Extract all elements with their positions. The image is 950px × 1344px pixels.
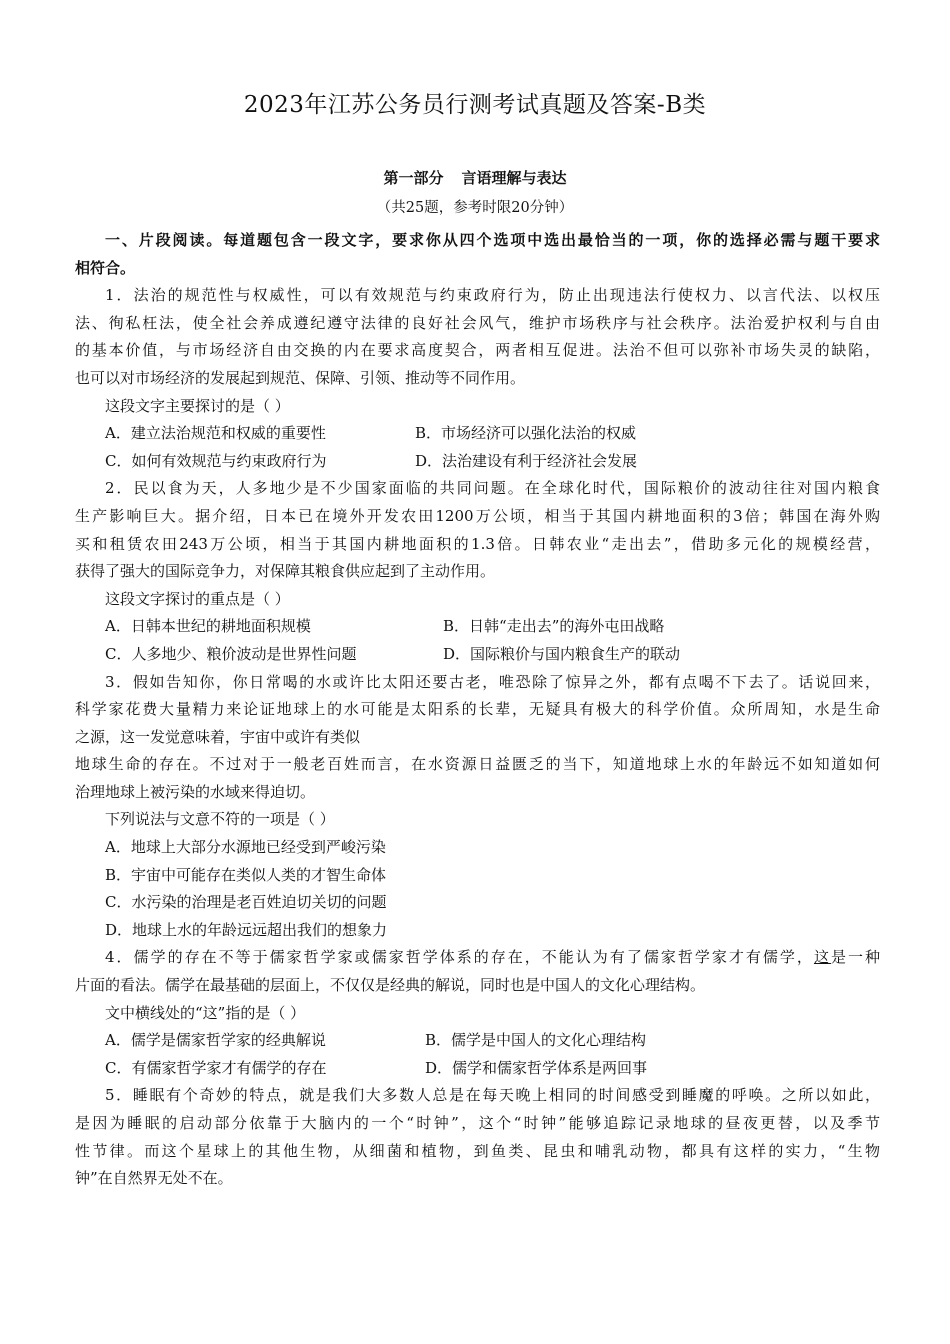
q1-stem: 这段文字主要探讨的是（ ） [105,396,290,415]
q3-paragraph-line: 之源，这一发觉意味着，宇宙中或许有类似 [75,727,361,746]
q4-option-b: B．儒学是中国人的文化心理结构 [425,1031,647,1050]
q5-paragraph-line: 性节律。而这个星球上的其他生物，从细菌和植物，到鱼类、昆虫和哺乳动物，都具有这样的实力，“生物 [75,1141,880,1160]
q2-option-a: A．日韩本世纪的耕地面积规模 [105,617,311,636]
q3-option-a: A．地球上大部分水源地已经受到严峻污染 [105,838,386,857]
q1-option-b: B．市场经济可以强化法治的权威 [415,424,637,443]
q2-options-row [75,613,880,641]
q2-options-row [75,641,880,669]
q5-paragraph-line: 5．睡眠有个奇妙的特点，就是我们大多数人总是在每天晚上相同的时间感受到睡魔的呼唤。之所以如此， [105,1086,880,1105]
q1-paragraph-line: 也可以对市场经济的发展起到规范、保障、引领、推动等不同作用。 [75,368,526,387]
section-name: 言语理解与表达 [461,169,567,187]
q2-option-b: B．日韩“走出去”的海外屯田战略 [443,617,665,636]
q4-text-part: 是一种 [830,948,880,967]
q4-text-part: 4．儒学的存在不等于儒家哲学家或儒家哲学体系的存在，不能认为有了儒家哲学家才有儒学， [105,948,814,967]
q2-paragraph-line: 获得了强大的国际竞争力，对保障其粮食供应起到了主动作用。 [75,562,496,581]
q4-option-a: A．儒学是儒家哲学家的经典解说 [105,1031,326,1050]
q1-option-a: A．建立法治规范和权威的重要性 [105,424,326,443]
instruction-line: 相符合。 [75,258,136,277]
q3-stem: 下列说法与文意不符的一项是（ ） [105,810,335,829]
q4-option-d: D．儒学和儒家哲学体系是两回事 [425,1058,648,1077]
q3-option-d: D．地球上水的年龄远远超出我们的想象力 [105,920,388,939]
q3-paragraph-line: 治理地球上被污染的水域来得迫切。 [75,782,316,801]
q3-paragraph-line: 地球生命的存在。不过对于一般老百姓而言，在水资源日益匮乏的当下，知道地球上水的年龄远不如知道如何 [75,755,880,774]
q2-option-c: C．人多地少、粮价波动是世界性问题 [105,644,357,663]
q1-option-c: C．如何有效规范与约束政府行为 [105,451,327,470]
q1-options-row [75,420,880,448]
q3-paragraph-line: 科学家花费大量精力来论证地球上的水可能是太阳系的长辈，无疑具有极大的科学价值。众所周知，水是生命 [75,700,880,719]
q2-option-d: D．国际粮价与国内粮食生产的联动 [443,644,681,663]
section-title: 第一部分 [383,169,444,187]
section-subtitle: （共25题，参考时限20分钟） [376,200,574,216]
q1-paragraph-line: 1．法治的规范性与权威性，可以有效规范与约束政府行为，防止出现违法行使权力、以言代法、以权压 [105,286,880,305]
q1-paragraph-line: 的基本价值，与市场经济自由交换的内在要求高度契合，两者相互促进。法治不但可以弥补市场失灵的缺陷， [75,341,880,360]
document-body [75,227,880,1193]
q3-option-b: B．宇宙中可能存在类似人类的才智生命体 [105,865,387,884]
q4-paragraph-line [75,944,880,972]
q4-stem: 文中横线处的“这”指的是（ ） [105,1003,306,1022]
q4-options-row [75,1027,880,1055]
q4-option-c: C．有儒家哲学家才有儒学的存在 [105,1058,327,1077]
q2-paragraph-line: 生产影响巨大。据介绍，日本已在境外开发农田1200万公顷，相当于其国内耕地面积的3倍；韩国在海外购 [75,506,880,525]
q5-paragraph-line: 是因为睡眠的启动部分依靠于大脑内的一个“时钟”，这个“时钟”能够追踪记录地球的昼夜更替，以及季节 [75,1114,880,1132]
q2-stem: 这段文字探讨的重点是（ ） [105,589,290,608]
q1-option-d: D．法治建设有利于经济社会发展 [415,451,638,470]
section-heading [0,167,950,188]
q3-option-c: C．水污染的治理是老百姓迫切关切的问题 [105,893,387,912]
q3-paragraph-line: 3．假如告知你，你日常喝的水或许比太阳还要古老，唯恐除了惊异之外，都有点喝不下去了。话说回来， [105,672,880,691]
q1-options-row [75,448,880,476]
q2-paragraph-line: 2．民以食为天，人多地少是不少国家面临的共同问题。在全球化时代，国际粮价的波动往往对国内粮食 [105,479,880,498]
q1-paragraph-line: 法、徇私枉法，使全社会养成遵纪遵守法律的良好社会风气，维护市场秩序与社会秩序。法治爱护权利与自由 [75,313,880,332]
q5-paragraph-line: 钟”在自然界无处不在。 [75,1169,233,1188]
q2-paragraph-line: 买和租赁农田243万公顷，相当于其国内耕地面积的1.3倍。日韩农业“走出去”，借助多元化的规模经营， [75,534,880,553]
document-title: 2023年江苏公务员行测考试真题及答案-B类 [243,92,707,118]
q4-options-row [75,1055,880,1083]
q4-underlined-word: 这 [813,948,831,967]
q4-paragraph-line: 片面的看法。儒学在最基础的层面上，不仅仅是经典的解说，同时也是中国人的文化心理结构。 [75,976,706,995]
instruction-line: 一、片段阅读。每道题包含一段文字，要求你从四个选项中选出最恰当的一项，你的选择必需与题干要求 [105,231,880,249]
